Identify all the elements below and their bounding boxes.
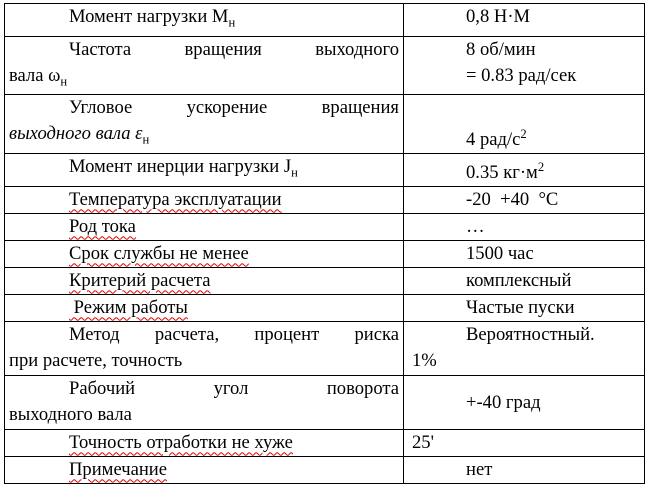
table-row	[5, 154, 645, 187]
row-label: Момент инерции нагрузки J	[69, 156, 292, 178]
label-cell	[5, 322, 404, 376]
table-row	[5, 457, 645, 484]
label-cell	[5, 214, 404, 241]
row-value: -20 +40 °С	[466, 189, 559, 211]
table-row	[5, 322, 645, 376]
table-row	[5, 376, 645, 430]
value-cell	[404, 95, 645, 154]
row-label: Срок службы не менее	[69, 243, 249, 265]
value-cell	[404, 322, 645, 376]
row-label: Точность отработки не хуже	[69, 432, 293, 454]
row-label-line1: Угловое ускорение вращения	[69, 97, 399, 119]
row-label-line1: Метод расчета, процент риска	[69, 324, 399, 346]
row-value: …	[466, 216, 485, 238]
row-value: 1500 час	[466, 243, 534, 265]
row-value-line2: = 0.83 рад/сек	[466, 64, 577, 86]
row-label-line2: при расчете, точность	[9, 350, 183, 372]
table-row	[5, 214, 645, 241]
row-label: Критерий расчета	[69, 270, 211, 292]
table-row	[5, 241, 645, 268]
value-cell	[404, 376, 645, 430]
label-cell	[5, 154, 404, 187]
row-label-line1: Рабочий угол поворота	[69, 378, 399, 400]
row-label-line1: Частота вращения выходного	[69, 38, 399, 60]
label-cell	[5, 376, 404, 430]
row-value: 0,8 Н·М	[466, 6, 531, 27]
table-row	[5, 95, 645, 154]
row-value: 4 рад/с	[466, 129, 521, 151]
value-cell	[404, 154, 645, 187]
row-value: комплексный	[466, 270, 572, 292]
label-cell	[5, 36, 404, 95]
row-label-line2: выходного вала	[9, 404, 132, 426]
value-cell	[404, 36, 645, 95]
value-cell	[404, 241, 645, 268]
value-superscript: 2	[520, 126, 527, 141]
table-row	[5, 430, 645, 457]
table-row	[5, 268, 645, 295]
row-value: Частые пуски	[466, 297, 575, 319]
label-subscript: н	[60, 74, 68, 89]
value-cell	[404, 268, 645, 295]
row-label: Температура эксплуатации	[69, 189, 282, 211]
row-value: 0.35 кг·м	[466, 162, 538, 184]
label-subscript: н	[291, 165, 298, 180]
row-value-line1: 8 об/мин	[466, 38, 536, 60]
label-cell	[5, 4, 404, 37]
table-row	[5, 187, 645, 214]
label-subscript: н	[228, 15, 236, 30]
row-label: Момент нагрузки М	[69, 6, 229, 27]
label-cell	[5, 295, 404, 322]
label-subscript: н	[142, 133, 150, 148]
row-value: нет	[466, 459, 493, 481]
value-cell	[404, 4, 645, 37]
row-label-line2: вала ω	[9, 64, 61, 86]
value-cell	[404, 187, 645, 214]
label-cell	[5, 430, 404, 457]
label-cell	[5, 95, 404, 154]
value-cell	[404, 295, 645, 322]
row-value: +-40 град	[466, 391, 541, 413]
label-cell	[5, 457, 404, 484]
row-label: Режим работы	[69, 297, 188, 319]
table-row	[5, 4, 645, 37]
label-cell	[5, 268, 404, 295]
table-row	[5, 36, 645, 95]
row-value: 25'	[412, 432, 434, 454]
row-label: Род тока	[69, 216, 136, 238]
value-cell	[404, 214, 645, 241]
specs-table	[4, 3, 645, 484]
label-cell	[5, 187, 404, 214]
value-cell	[404, 430, 645, 457]
row-value-line2: 1%	[412, 350, 437, 372]
row-label: Примечание	[69, 459, 167, 481]
label-cell	[5, 241, 404, 268]
value-cell	[404, 457, 645, 484]
table-row	[5, 295, 645, 322]
row-label-line2: выходного вала ε	[9, 123, 143, 145]
value-superscript: 2	[537, 160, 545, 175]
row-value-line1: Вероятностный.	[466, 324, 595, 346]
